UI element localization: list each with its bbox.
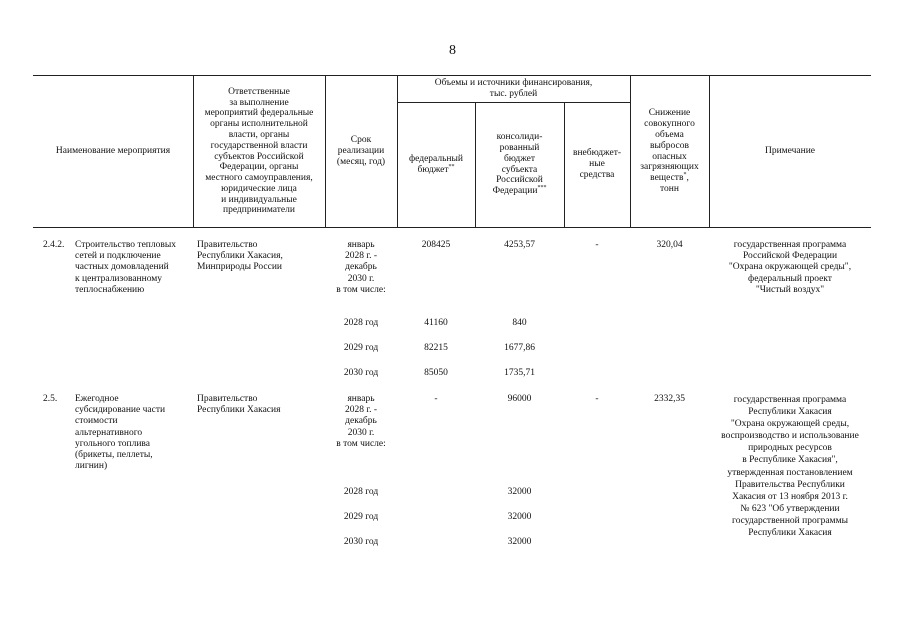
year-label: 2028 год <box>343 318 379 328</box>
row-note: государственная программа Российской Федерации "Охрана окружающей среды", федеральный проект "Чистый воздух" <box>728 240 852 295</box>
row-extra: - <box>595 240 599 250</box>
row-reduction: 320,04 <box>656 240 683 250</box>
year-consolidated: 840 <box>512 318 527 328</box>
row-term: январь 2028 г. - декабрь 2030 г. в том числе: <box>336 394 386 449</box>
year-label: 2029 год <box>343 512 379 522</box>
row-extra: - <box>595 394 599 404</box>
row-number: 2.4.2. <box>43 240 65 250</box>
row-federal: - <box>434 394 438 404</box>
row-number: 2.5. <box>43 394 58 404</box>
year-consolidated: 32000 <box>507 512 532 522</box>
page-number: 8 <box>449 43 456 58</box>
year-label: 2028 год <box>343 487 379 497</box>
year-consolidated: 32000 <box>507 537 532 547</box>
year-consolidated: 1735,71 <box>504 368 535 378</box>
row-responsible: Правительство Республики Хакасия, Минприроды России <box>197 240 283 273</box>
row-reduction: 2332,35 <box>654 394 685 404</box>
header-term: Срок реализации (месяц, год) <box>336 135 386 167</box>
row-name: Строительство тепловых сетей и подключение частных домовладений к централизованному теплоснабжению <box>75 240 176 295</box>
row-responsible: Правительство Республики Хакасия <box>197 394 281 416</box>
row-name: Ежегодное субсидирование части стоимости альтернативного угольного топлива (брикеты, пеллеты, лигнин) <box>75 394 166 472</box>
row-note: государственная программа Республики Хакасия "Охрана окружающей среды, воспроизводство и использование природных ресурсов в Республике Хакасия", утвержденная постановлением Правительства Республики Хакасия от 13 ноября 2013 г. № 623 "Об утверждении государственной программы Республики Хакасия <box>721 395 859 539</box>
header-extra: внебюджет- ные средства <box>572 148 622 180</box>
year-label: 2029 год <box>343 343 379 353</box>
row-consolidated: 4253,57 <box>504 240 535 250</box>
header-responsible: Ответственные за выполнение мероприятий федеральные органы исполнительной власти, органы государственной власти субъектов Российской Федерации, органы местного самоуправления, юридические лица и индивидуальные предприниматели <box>204 86 314 216</box>
header-federal: федеральный бюджет** <box>409 153 463 175</box>
row-consolidated: 96000 <box>507 394 532 404</box>
year-federal: 41160 <box>424 318 448 328</box>
table-header <box>33 75 871 228</box>
row-term: январь 2028 г. - декабрь 2030 г. в том числе: <box>336 240 386 295</box>
year-federal: 85050 <box>424 368 448 378</box>
year-label: 2030 год <box>343 368 379 378</box>
year-label: 2030 год <box>343 537 379 547</box>
header-note: Примечание <box>764 146 816 157</box>
year-federal: 82215 <box>424 343 448 353</box>
header-consolidated: консолиди- рованный бюджет субъекта Российской Федерации*** <box>492 132 547 197</box>
row-federal: 208425 <box>421 240 451 250</box>
year-consolidated: 1677,86 <box>504 343 535 353</box>
header-funding: Объемы и источники финансирования, тыс. рублей <box>434 78 593 99</box>
year-consolidated: 32000 <box>507 487 532 497</box>
header-name: Наименование мероприятия <box>55 146 171 157</box>
header-reduction: Снижение совокупного объема выбросов опасных загрязняющих веществ*, тонн <box>640 108 699 194</box>
